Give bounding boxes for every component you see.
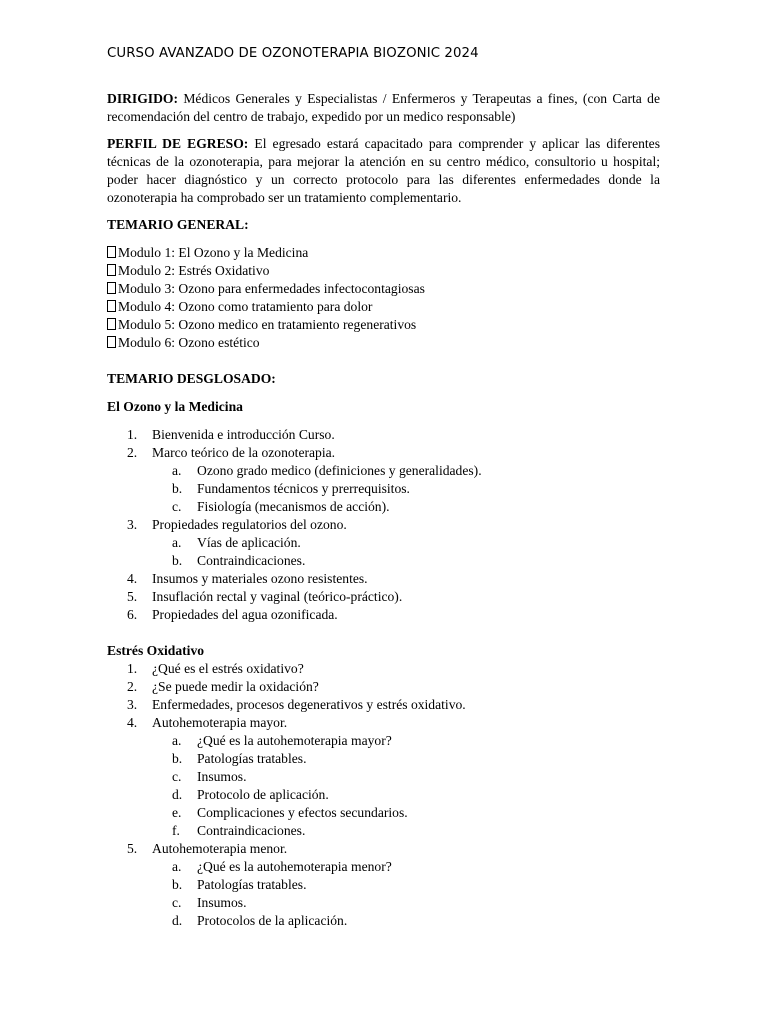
sub-item-letter: c.: [172, 895, 182, 910]
sub-item-text: Patologías tratables.: [197, 751, 307, 766]
module-list-item: [107, 334, 660, 352]
missing-glyph-box-icon: [107, 300, 116, 312]
sub-item-text: Complicaciones y efectos secundarios.: [197, 805, 408, 820]
item-number: 5.: [127, 589, 138, 604]
item-number: 4.: [127, 715, 138, 730]
sub-item-text: Fundamentos técnicos y prerrequisitos.: [197, 481, 410, 496]
missing-glyph-box-icon: [107, 318, 116, 330]
sub-list-item: [152, 768, 660, 786]
section-title: El Ozono y la Medicina: [107, 399, 243, 414]
sub-item-text: Protocolo de aplicación.: [197, 787, 329, 802]
missing-glyph-box-icon: [107, 264, 116, 276]
sub-item-letter: e.: [172, 805, 182, 820]
sub-item-text: ¿Qué es la autohemoterapia mayor?: [197, 733, 392, 748]
sub-list-item: [152, 912, 660, 930]
sub-list-item: [152, 462, 660, 480]
item-number: 3.: [127, 517, 138, 532]
perfil-paragraph: [107, 135, 660, 207]
sub-item-letter: c.: [172, 499, 182, 514]
sub-item-text: Patologías tratables.: [197, 877, 307, 892]
sub-list-item: [152, 480, 660, 498]
module-list-item: [107, 262, 660, 280]
module-list-item: [107, 298, 660, 316]
item-number: 5.: [127, 841, 138, 856]
item-text: Autohemoterapia menor.: [152, 841, 288, 856]
item-text: ¿Qué es el estrés oxidativo?: [152, 661, 304, 676]
sub-item-text: Contraindicaciones.: [197, 553, 306, 568]
item-text: Insumos y materiales ozono resistentes.: [152, 571, 368, 586]
sub-list-item: [152, 750, 660, 768]
sub-list-item: [152, 876, 660, 894]
item-number: 3.: [127, 697, 138, 712]
missing-glyph-box-icon: [107, 246, 116, 258]
module-list-item: [107, 244, 660, 262]
sub-list: [152, 858, 660, 930]
sub-item-letter: b.: [172, 553, 183, 568]
sub-list-item: [152, 552, 660, 570]
sub-item-text: Insumos.: [197, 895, 247, 910]
sub-item-letter: b.: [172, 751, 183, 766]
item-text: Autohemoterapia mayor.: [152, 715, 288, 730]
item-number: 1.: [127, 427, 138, 442]
sub-list: [152, 732, 660, 840]
perfil-label: PERFIL DE EGRESO:: [107, 136, 249, 151]
temario-general-list: [107, 244, 660, 352]
sub-item-letter: b.: [172, 877, 183, 892]
module-label: Modulo 6: Ozono estético: [118, 335, 260, 350]
module-label: Modulo 5: Ozono medico en tratamiento regenerativos: [118, 317, 417, 332]
module-label: Modulo 3: Ozono para enfermedades infectocontagiosas: [118, 281, 425, 296]
numbered-list-item: [107, 678, 660, 696]
dirigido-label: DIRIGIDO:: [107, 91, 178, 106]
sub-item-letter: a.: [172, 463, 182, 478]
item-text: Insuflación rectal y vaginal (teórico-práctico).: [152, 589, 403, 604]
sub-list-item: [152, 498, 660, 516]
sub-list-item: [152, 534, 660, 552]
sub-list-item: [152, 822, 660, 840]
perfil-text: El egresado estará capacitado para comprender y aplicar las diferentes técnicas de la ozonoterapia, para mejorar la atención en su centro médico, consultorio u hospital; poder hacer diagnóstico y un correcto protocolo para las diferentes enfermedades donde la ozonoterapia ha comprobado ser un tratamiento complementario.: [107, 136, 660, 205]
sub-list-item: [152, 732, 660, 750]
item-text: Bienvenida e introducción Curso.: [152, 427, 335, 442]
sub-item-text: Ozono grado medico (definiciones y generalidades).: [197, 463, 482, 478]
module-list-item: [107, 316, 660, 334]
numbered-list-item: [107, 840, 660, 930]
numbered-list-item: [107, 660, 660, 678]
sub-item-letter: a.: [172, 535, 182, 550]
item-number: 4.: [127, 571, 138, 586]
item-number: 2.: [127, 679, 138, 694]
missing-glyph-box-icon: [107, 336, 116, 348]
sub-item-text: Protocolos de la aplicación.: [197, 913, 348, 928]
sub-item-text: Contraindicaciones.: [197, 823, 306, 838]
item-number: 6.: [127, 607, 138, 622]
section-title: Estrés Oxidativo: [107, 643, 205, 658]
sub-list: [152, 462, 660, 516]
numbered-list-item: [107, 714, 660, 840]
sub-item-text: ¿Qué es la autohemoterapia menor?: [197, 859, 392, 874]
numbered-list-item: [107, 696, 660, 714]
item-text: Enfermedades, procesos degenerativos y estrés oxidativo.: [152, 697, 466, 712]
numbered-list-item: [107, 426, 660, 444]
item-number: 2.: [127, 445, 138, 460]
section-numbered-list: [107, 426, 660, 624]
sub-item-letter: f.: [172, 823, 180, 838]
temario-desglosado-heading: TEMARIO DESGLOSADO:: [107, 371, 276, 386]
numbered-list-item: [107, 516, 660, 570]
item-number: 1.: [127, 661, 138, 676]
sub-list-item: [152, 786, 660, 804]
document-title: CURSO AVANZADO DE OZONOTERAPIA BIOZONIC 2024: [107, 46, 479, 61]
sub-item-letter: c.: [172, 769, 182, 784]
sub-item-letter: a.: [172, 859, 182, 874]
sub-item-letter: d.: [172, 787, 183, 802]
item-text: Propiedades del agua ozonificada.: [152, 607, 338, 622]
numbered-list-item: [107, 588, 660, 606]
section-numbered-list: [107, 660, 660, 930]
module-label: Modulo 4: Ozono como tratamiento para dolor: [118, 299, 373, 314]
sub-item-text: Vías de aplicación.: [197, 535, 301, 550]
item-text: Marco teórico de la ozonoterapia.: [152, 445, 336, 460]
dirigido-paragraph: [107, 90, 660, 126]
item-text: ¿Se puede medir la oxidación?: [152, 679, 319, 694]
sub-list-item: [152, 804, 660, 822]
temario-general-heading: TEMARIO GENERAL:: [107, 217, 249, 232]
module-list-item: [107, 280, 660, 298]
sub-list-item: [152, 894, 660, 912]
module-label: Modulo 2: Estrés Oxidativo: [118, 263, 270, 278]
sub-item-text: Fisiología (mecanismos de acción).: [197, 499, 390, 514]
sub-item-text: Insumos.: [197, 769, 247, 784]
dirigido-text: Médicos Generales y Especialistas / Enfermeros y Terapeutas a fines, (con Carta de recomendación del centro de trabajo, expedido por un medico responsable): [107, 91, 660, 124]
numbered-list-item: [107, 570, 660, 588]
item-text: Propiedades regulatorios del ozono.: [152, 517, 347, 532]
sub-item-letter: d.: [172, 913, 183, 928]
sub-list: [152, 534, 660, 570]
numbered-list-item: [107, 444, 660, 516]
sub-item-letter: a.: [172, 733, 182, 748]
module-label: Modulo 1: El Ozono y la Medicina: [118, 245, 309, 260]
temario-desglosado-sections: [107, 398, 660, 930]
numbered-list-item: [107, 606, 660, 624]
missing-glyph-box-icon: [107, 282, 116, 294]
sub-list-item: [152, 858, 660, 876]
sub-item-letter: b.: [172, 481, 183, 496]
